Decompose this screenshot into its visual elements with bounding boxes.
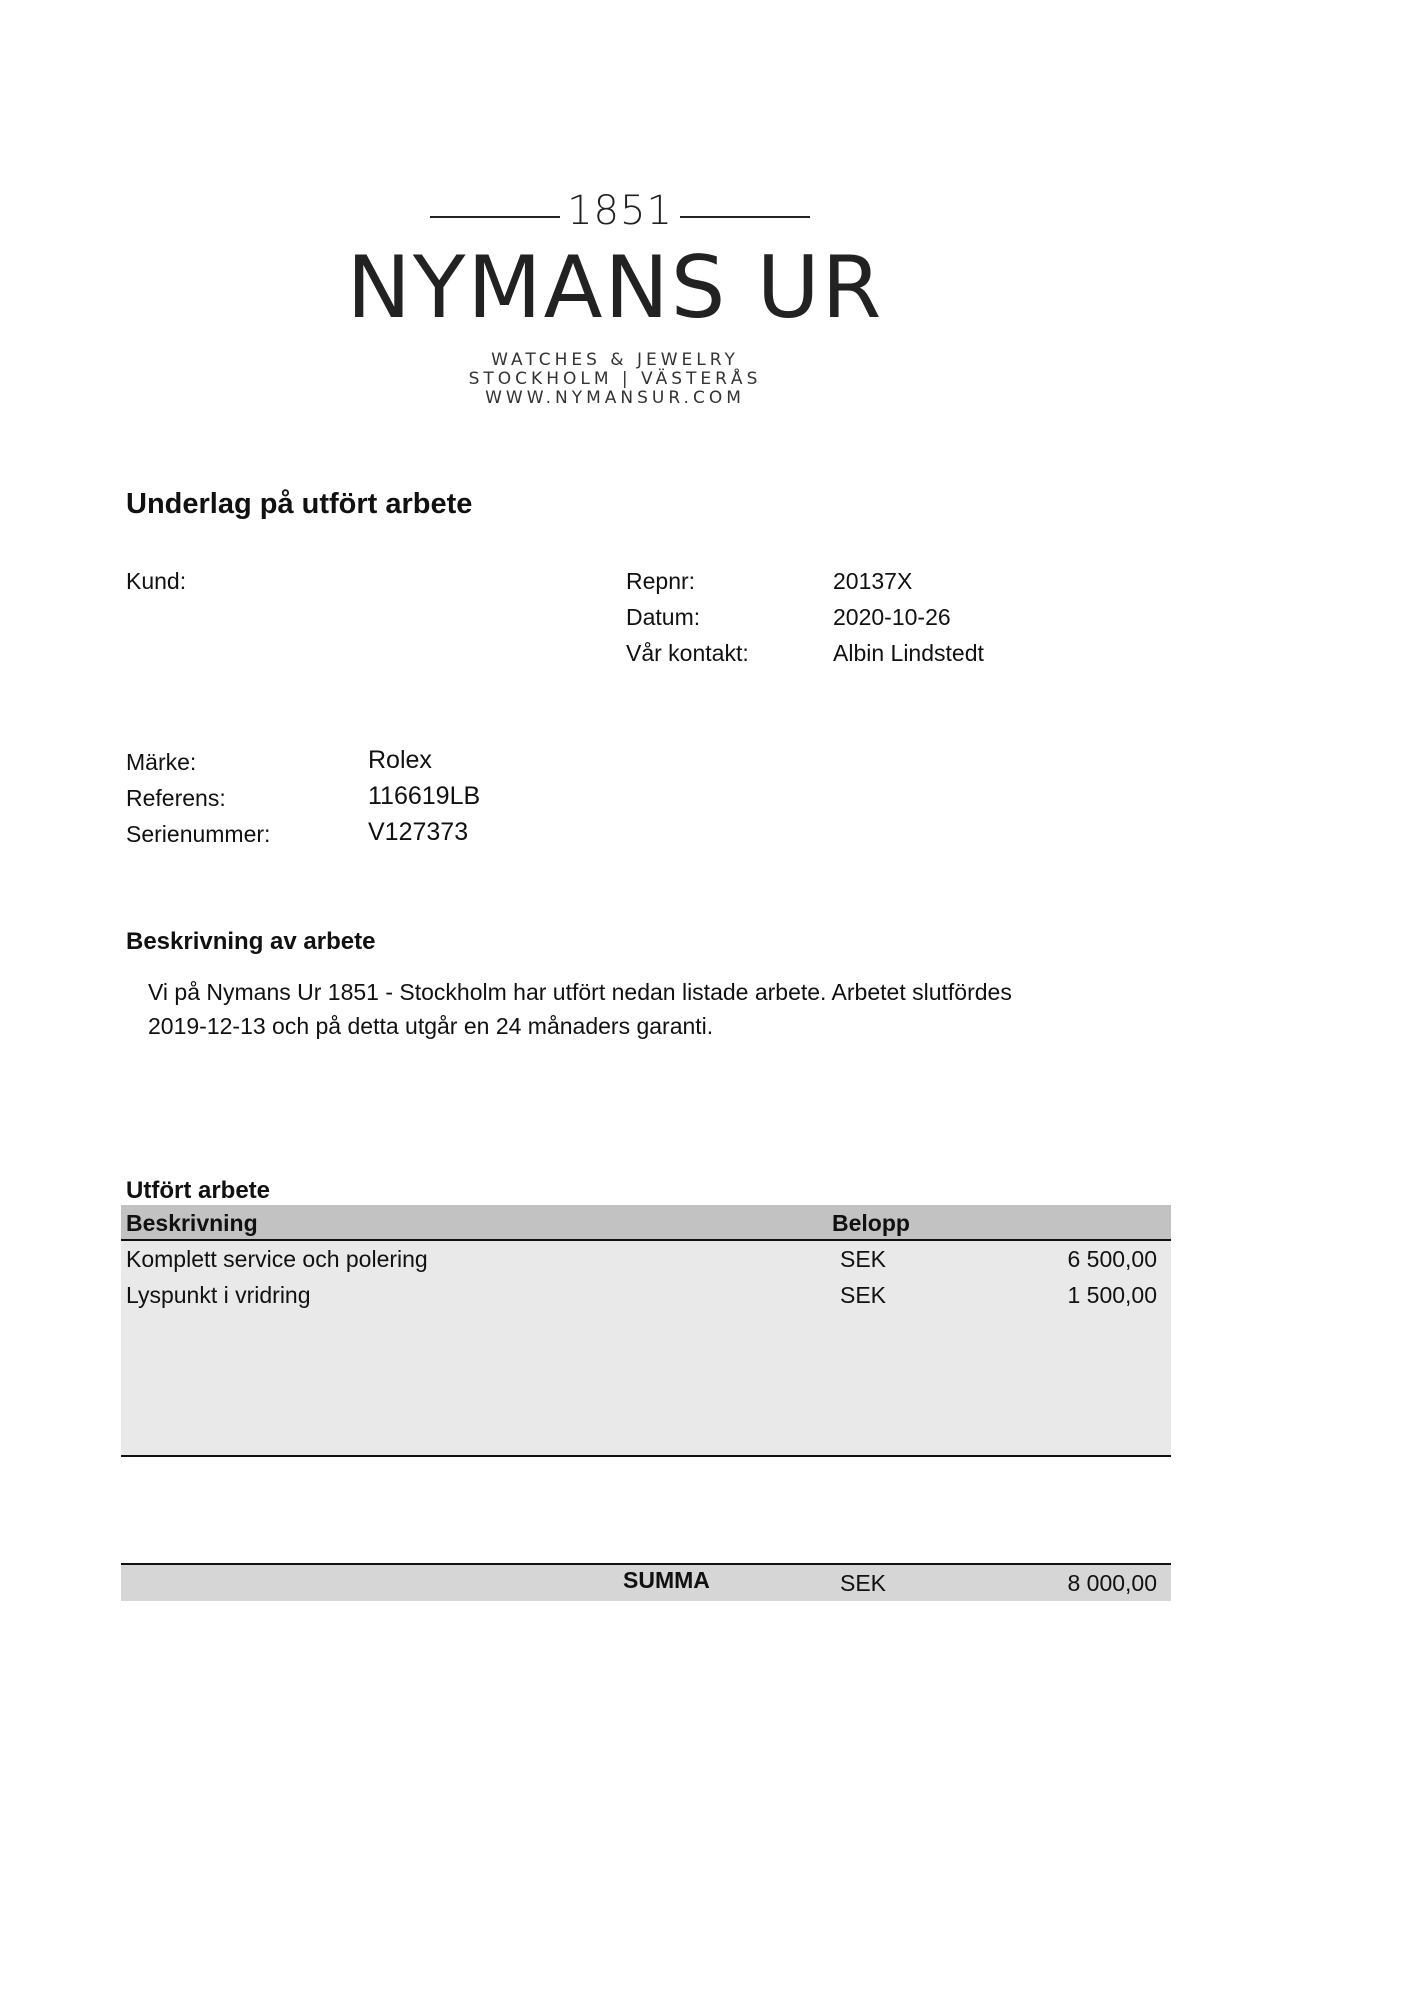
row-amount: 1 500,00 — [1067, 1282, 1157, 1308]
date-value: 2020-10-26 — [833, 604, 951, 630]
column-amount: Belopp — [832, 1210, 910, 1236]
logo-tagline: WATCHES & JEWELRY — [491, 350, 739, 370]
summary-row — [121, 1563, 1171, 1601]
serial-label: Serienummer: — [126, 821, 271, 847]
logo-year: 1851 — [567, 188, 673, 234]
reference-label: Referens: — [126, 785, 226, 811]
logo-divider-right — [680, 216, 810, 218]
row-currency: SEK — [840, 1282, 887, 1308]
logo-locations: STOCKHOLM | VÄSTERÅS — [468, 369, 762, 389]
work-table-header — [121, 1205, 1171, 1241]
brand-value: Rolex — [368, 746, 432, 774]
summary-currency: SEK — [840, 1570, 887, 1596]
summary-label: SUMMA — [623, 1567, 710, 1593]
description-heading: Beskrivning av arbete — [126, 928, 376, 955]
repnr-label: Repnr: — [626, 568, 696, 594]
serial-value: V127373 — [368, 818, 469, 846]
column-description: Beskrivning — [126, 1210, 258, 1236]
company-logo — [0, 0, 1413, 420]
logo-year-row — [430, 188, 810, 244]
contact-value: Albin Lindstedt — [833, 640, 984, 666]
row-amount: 6 500,00 — [1067, 1246, 1157, 1272]
description-line-1: Vi på Nymans Ur 1851 - Stockholm har utfört nedan listade arbete. Arbetet slutfördes — [148, 979, 1012, 1005]
brand-label: Märke: — [126, 749, 197, 775]
reference-value: 116619LB — [368, 782, 481, 810]
row-description: Komplett service och polering — [126, 1246, 428, 1272]
logo-website: WWW.NYMANSUR.COM — [485, 388, 745, 408]
logo-name: NYMANS UR — [346, 238, 884, 338]
work-table-body — [121, 1241, 1171, 1457]
repnr-value: 20137X — [833, 568, 913, 594]
description-line-2: 2019-12-13 och på detta utgår en 24 månaders garanti. — [148, 1013, 714, 1039]
page-title: Underlag på utfört arbete — [126, 488, 473, 520]
row-description: Lyspunkt i vridring — [126, 1282, 311, 1308]
customer-label: Kund: — [126, 568, 187, 594]
summary-amount: 8 000,00 — [1067, 1570, 1157, 1596]
work-heading: Utfört arbete — [126, 1177, 271, 1204]
row-currency: SEK — [840, 1246, 887, 1272]
date-label: Datum: — [626, 604, 701, 630]
contact-label: Vår kontakt: — [626, 640, 749, 666]
